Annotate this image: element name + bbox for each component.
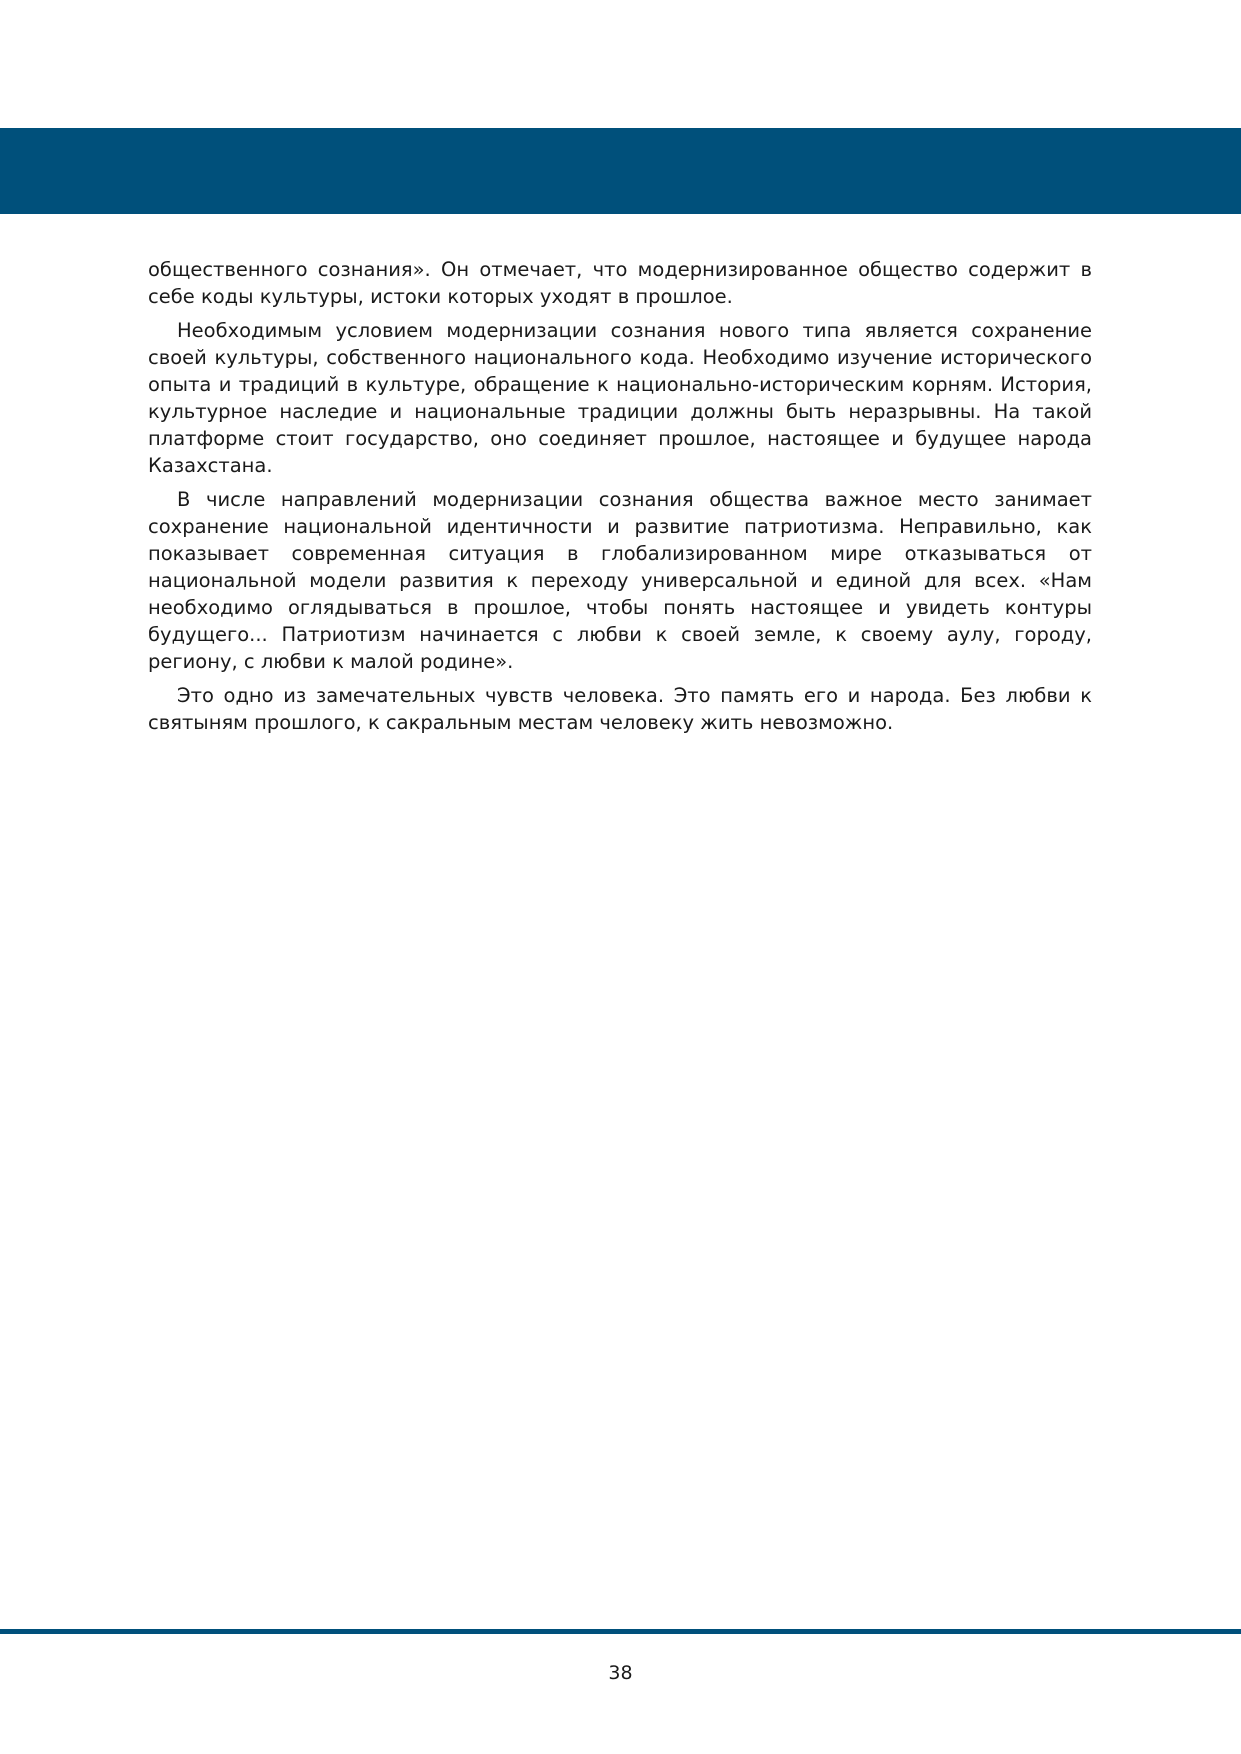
paragraph: Это одно из замечательных чувств человека. Это память его и народа. Без любви к святыням прошлого, к сакральным местам человеку жить невозможно.: [148, 684, 1092, 734]
paragraph: Необходимым условием модернизации сознания нового типа является сохранение своей культуры, собственного национального кода. Необходимо изучение исторического опыта и традиций в культуре, обращение к национально-историческим корням. История, культурное наследие и национальные традиции должны быть неразрывны. На такой платформе стоит государство, оно соединяет прошлое, настоящее и будущее народа Казахстана.: [148, 319, 1092, 477]
body-text: [148, 256, 1092, 743]
page-number: 38: [608, 1662, 633, 1684]
header-band: [0, 128, 1241, 214]
footer-rule: [0, 1629, 1241, 1634]
paragraph: В числе направлений модернизации сознания общества важное место занимает сохранение национальной идентичности и развитие патриотизма. Неправильно, как показывает современная ситуация в глобализированном мире отказываться от национальной модели развития к переходу универсальной и единой для всех. «Нам необходимо оглядываться в прошлое, чтобы понять настоящее и увидеть контуры будущего... Патриотизм начинается с любви к своей земле, к своему аулу, городу, региону, с любви к малой родине».: [148, 488, 1092, 673]
paragraph-continuation: общественного сознания». Он отмечает, что модернизированное общество содержит в себе коды культуры, истоки которых уходят в прошлое.: [148, 258, 1092, 308]
